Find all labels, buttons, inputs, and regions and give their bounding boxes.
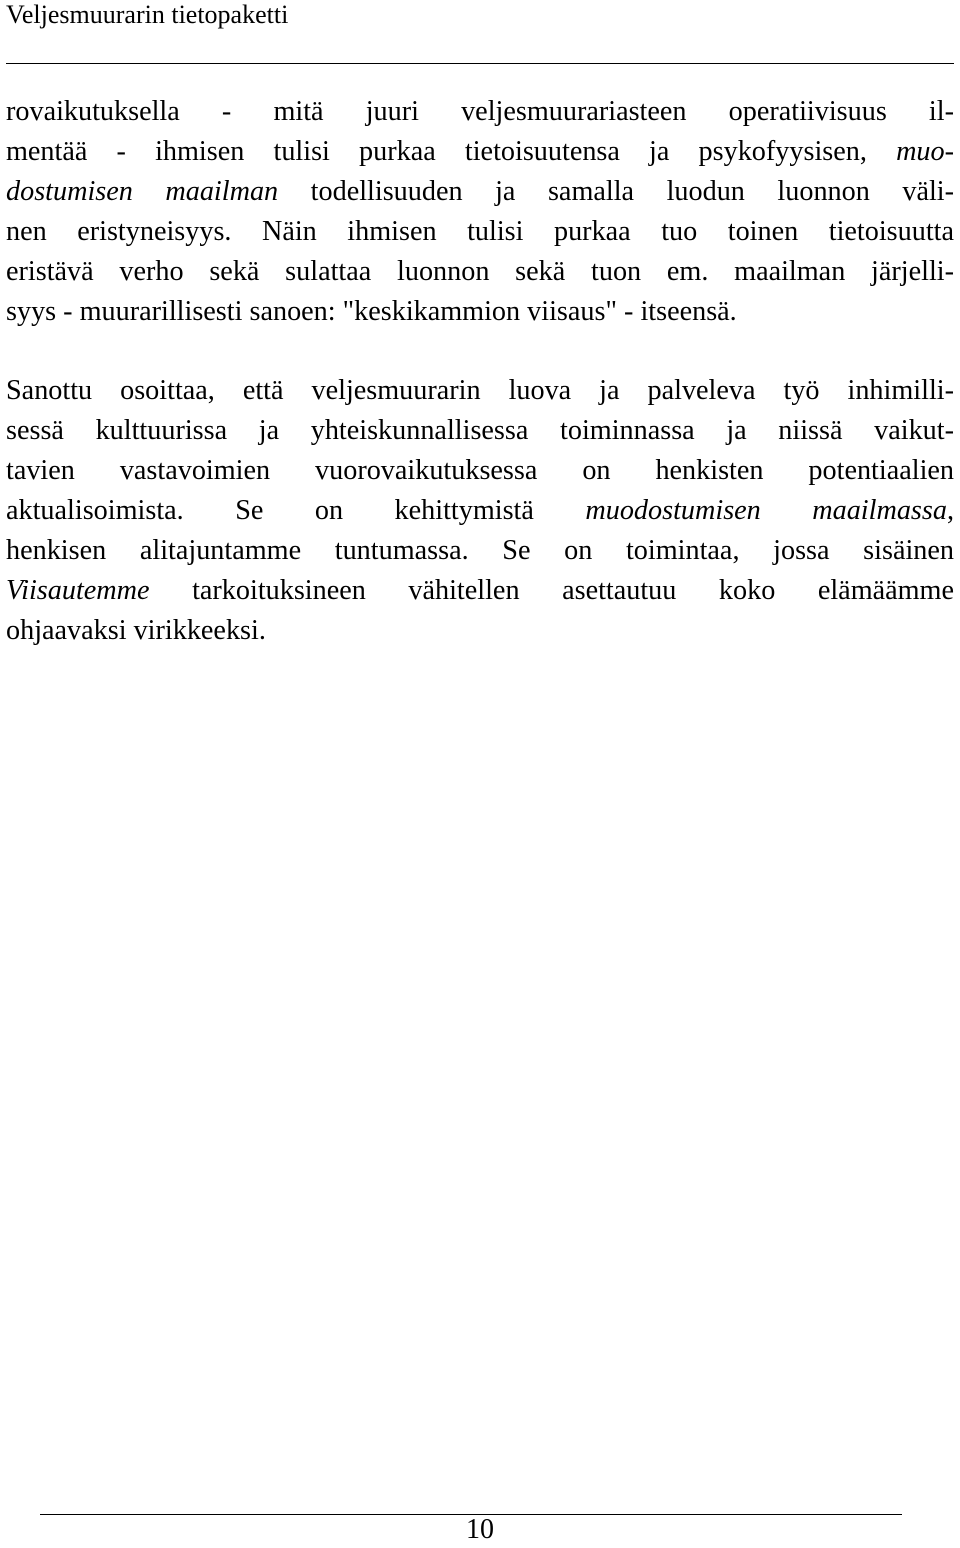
text-run: eristävä verho sekä sulattaa luonnon sekä tuon em. maailman järjelli- <box>6 256 954 287</box>
text-run: tarkoituksineen vähitellen asettautuu koko elämäämme <box>149 575 954 606</box>
running-header-title: Veljesmuurarin tietopaketti <box>6 0 289 29</box>
italic-run: muo- <box>896 136 954 167</box>
italic-run: muodostumisen maailmassa <box>585 495 947 526</box>
text-line <box>6 611 954 651</box>
header-rule <box>6 63 954 64</box>
body-text <box>6 92 954 651</box>
text-run: nen eristyneisyys. Näin ihmisen tulisi purkaa tuo toinen tietoisuutta <box>6 216 954 247</box>
text-line <box>6 292 954 332</box>
paragraph-1 <box>6 92 954 332</box>
text-run: rovaikutuksella - mitä juuri veljesmuurariasteen operatiivisuus il- <box>6 96 954 127</box>
text-run: ohjaavaksi virikkeeksi. <box>6 615 266 646</box>
text-line <box>6 411 954 451</box>
text-line <box>6 132 954 172</box>
text-run: henkisen alitajuntamme tuntumassa. Se on toimintaa, jossa sisäinen <box>6 535 954 566</box>
text-line <box>6 451 954 491</box>
text-run: mentää - ihmisen tulisi purkaa tietoisuutensa ja psykofyysisen, <box>6 136 897 167</box>
italic-run: dostumisen maailman <box>6 176 279 207</box>
text-line <box>6 371 954 411</box>
text-run: aktualisoimista. Se on kehittymistä <box>6 495 586 526</box>
page-number: 10 <box>466 1514 494 1545</box>
text-run: Sanottu osoittaa, että veljesmuurarin luova ja palveleva työ inhimilli- <box>6 375 954 406</box>
text-run: , <box>946 495 954 526</box>
text-line <box>6 571 954 611</box>
text-line <box>6 491 954 531</box>
text-line <box>6 212 954 252</box>
text-run: syys - muurarillisesti sanoen: "keskikammion viisaus" - itseensä. <box>6 296 737 327</box>
text-run: sessä kulttuurissa ja yhteiskunnallisessa toiminnassa ja niissä vaikut- <box>6 415 954 446</box>
text-line <box>6 92 954 132</box>
text-run: tavien vastavoimien vuorovaikutuksessa on henkisten potentiaalien <box>6 455 954 486</box>
text-line <box>6 531 954 571</box>
text-run: todellisuuden ja samalla luodun luonnon väli- <box>278 176 955 207</box>
paragraph-2 <box>6 371 954 651</box>
text-line <box>6 172 954 212</box>
text-line <box>6 252 954 292</box>
italic-run: Viisautemme <box>6 575 150 606</box>
